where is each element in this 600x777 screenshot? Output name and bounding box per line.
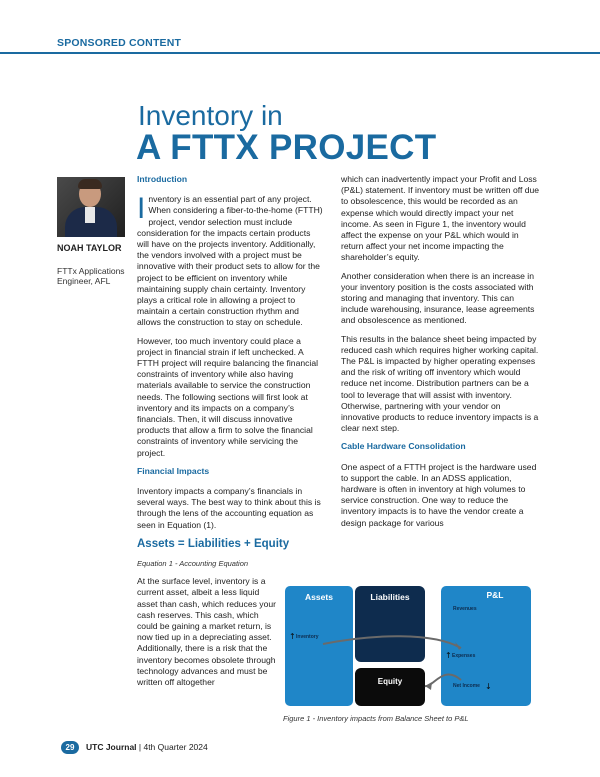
- paragraph: However, too much inventory could place a project in financial strain if left unchecked. A FTTH project will require balancing the financial constraints of inventory while also having materials available to service the construction needs. The following sections will first look at inventory and its impacts on a company’s financials. Then, it will discuss innovative products that allow a firm to solve the financial constraints of inventory while servicing the project.: [137, 335, 319, 458]
- equity-box: [355, 668, 425, 706]
- section-heading-financial-impacts: Financial Impacts: [137, 465, 210, 476]
- paragraph: [137, 194, 323, 328]
- paragraph: Another consideration when there is an increase in your inventory position is the costs associated with storing and managing that inventory. This can include warehousing, insurance, lease agreements and obsolescence as mentioned.: [341, 270, 535, 326]
- paragraph-text: nventory is an essential part of any project. When considering a fiber-to-the-home (FTTH) project, vendor selection must include consideration for the impacts certain products will have on the projects inventory. Additionally, the vendors involved with a project must be innovative with their product sets to allow for the project to be efficient on inventory while maintaining supply chain certainty. Inventory plays a critical role in allowing a project to maintain a certain construction rhythm and allows the construction to stay on schedule.: [137, 194, 323, 328]
- inventory-up-arrow-icon: ↑: [289, 632, 296, 641]
- journal-name: UTC Journal: [86, 742, 137, 752]
- article-title-line2: A FTTX PROJECT: [136, 128, 437, 167]
- author-photo: [57, 177, 125, 237]
- equity-label: Equity: [377, 677, 403, 686]
- author-name: NOAH TAYLOR: [57, 243, 122, 253]
- expenses-up-arrow-icon: ↑: [445, 651, 452, 660]
- equation-caption: Equation 1 - Accounting Equation: [137, 558, 249, 568]
- section-heading-introduction: Introduction: [137, 174, 188, 184]
- assets-box: [285, 586, 353, 706]
- net-income-label: Net Income: [453, 683, 480, 689]
- figure-inventory-diagram: [283, 584, 533, 708]
- article-column-2: [341, 174, 541, 536]
- pl-label: P&L: [486, 590, 504, 600]
- section-heading-cable-hardware: Cable Hardware Consolidation: [341, 441, 466, 452]
- footer-publication: UTC Journal | 4th Quarter 2024: [86, 742, 208, 752]
- page-number-badge: 29: [61, 741, 79, 754]
- revenues-label: Revenues: [453, 606, 477, 612]
- figure-caption: Figure 1 - Inventory impacts from Balance Sheet to P&L: [283, 714, 469, 723]
- paragraph: This results in the balance sheet being impacted by reduced cash which requires higher working capital. The P&L is impacted by higher operating expenses and the risk of writing off inventory which would reduce net income. Distribution partners can be a tool to leverage that will assist with inventory. Otherwise, partnering with your vendor on innovative products to reduce inventory impacts is a clear next step.: [341, 333, 539, 434]
- sponsored-content-label: SPONSORED CONTENT: [57, 37, 182, 49]
- header-rule: [0, 52, 600, 54]
- liabilities-label: Liabilities: [370, 592, 410, 602]
- paragraph: Inventory impacts a company’s financials in several ways. The best way to think about this is through the lens of the accounting equation as seen in Equation (1).: [137, 486, 321, 530]
- paragraph: which can inadvertently impact your Profit and Loss (P&L) statement. If inventory must be written off due to obsolescence, this would be recorded as an expense which would directly impact your net income. As seen in Figure 1, the inventory would affect the expense on your P&L which would in return affect your net income impacting the shareholder’s equity.: [341, 174, 540, 263]
- author-role: FTTx Applications Engineer, AFL: [57, 266, 125, 286]
- article-title-line1: Inventory in: [138, 100, 283, 131]
- drop-cap: I: [137, 192, 146, 226]
- paragraph: One aspect of a FTTH project is the hardware used to support the cable. In an ADSS application, hardware is often in inventory at high volumes to service construction. One way to reduce the inventory impacts is to have the vendor create a design package for various: [341, 461, 537, 528]
- expenses-label: Expenses: [452, 653, 476, 659]
- issue-label: 4th Quarter 2024: [143, 742, 208, 752]
- accounting-equation: Assets = Liabilities + Equity: [137, 537, 290, 550]
- paragraph: At the surface level, inventory is a current asset, albeit a less liquid asset than cash, which reduces your cash reserves. This cash, which could be gaining a market return, is now tied up in a depreciating asset. Additionally, there is a risk that the inventory becomes obsolete through technology advances and must be written off altogether: [137, 576, 277, 687]
- inventory-label: Inventory: [296, 634, 319, 640]
- assets-label: Assets: [305, 592, 333, 602]
- net-income-down-arrow-icon: ↓: [485, 682, 492, 691]
